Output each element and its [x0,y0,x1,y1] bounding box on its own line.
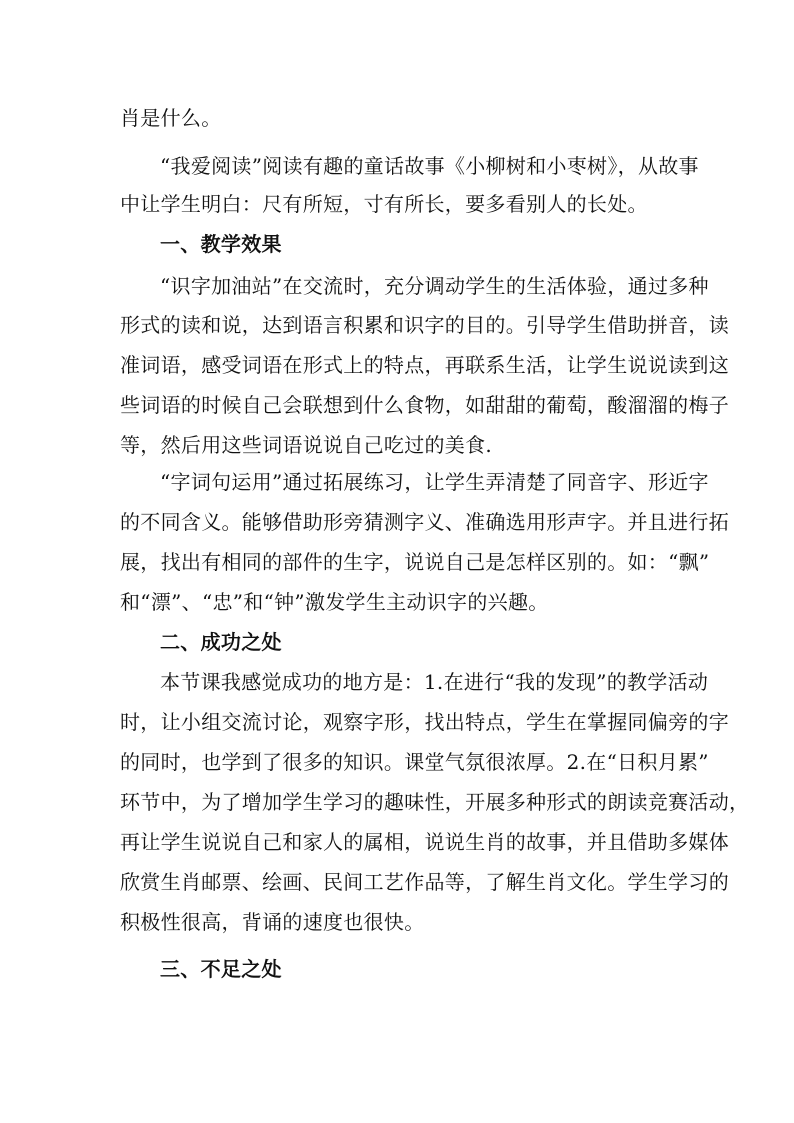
section-heading: 二、成功之处 [160,630,282,654]
text-line: “识字加油站”在交流时，充分调动学生的生活体验，通过多种 [160,274,709,298]
text-line: 再让学生说说自己和家人的属相，说说生肖的故事，并且借助多媒体 [120,830,729,854]
text-line: “我爱阅读”阅读有趣的童话故事《小柳树和小枣树》，从故事 [160,154,699,178]
text-line: 中让学生明白：尺有所短，寸有所长，要多看别人的长处。 [120,192,648,216]
text-line: 肖是什么。 [120,106,222,130]
section-heading: 三、不足之处 [160,957,282,981]
text-line: 环节中，为了增加学生学习的趣味性，开展多种形式的朗读竞赛活动， [120,790,750,814]
text-line: 等，然后用这些词语说说自己吃过的美食. [120,433,493,457]
text-line: 展，找出有相同的部件的生字，说说自己是怎样区别的。如：“飘” [120,550,710,574]
text-line: 欣赏生肖邮票、绘画、民间工艺作品等，了解生肖文化。学生学习的 [120,870,729,894]
text-line: “字词句运用”通过拓展练习，让学生弄清楚了同音字、形近字 [160,470,709,494]
text-line: 些词语的时候自己会联想到什么食物，如甜甜的葡萄，酸溜溜的梅子 [120,393,729,417]
text-line: 的同时，也学到了很多的知识。课堂气氛很浓厚。2.在“日积月累” [120,750,709,774]
text-line: 本节课我感觉成功的地方是：1.在进行“我的发现”的教学活动 [160,670,709,694]
text-line: 积极性很高，背诵的速度也很快。 [120,910,425,934]
text-line: 和“漂”、“忠”和“钟”激发学生主动识字的兴趣。 [120,590,549,614]
section-heading: 一、教学效果 [160,232,282,256]
text-line: 准词语，感受词语在形式上的特点，再联系生活，让学生说说读到这 [120,353,729,377]
text-line: 形式的读和说，达到语言积累和识字的目的。引导学生借助拼音，读 [120,313,729,337]
text-line: 时，让小组交流讨论，观察字形，找出特点，学生在掌握同偏旁的字 [120,710,729,734]
text-line: 的不同含义。能够借助形旁猜测字义、准确选用形声字。并且进行拓 [120,510,729,534]
